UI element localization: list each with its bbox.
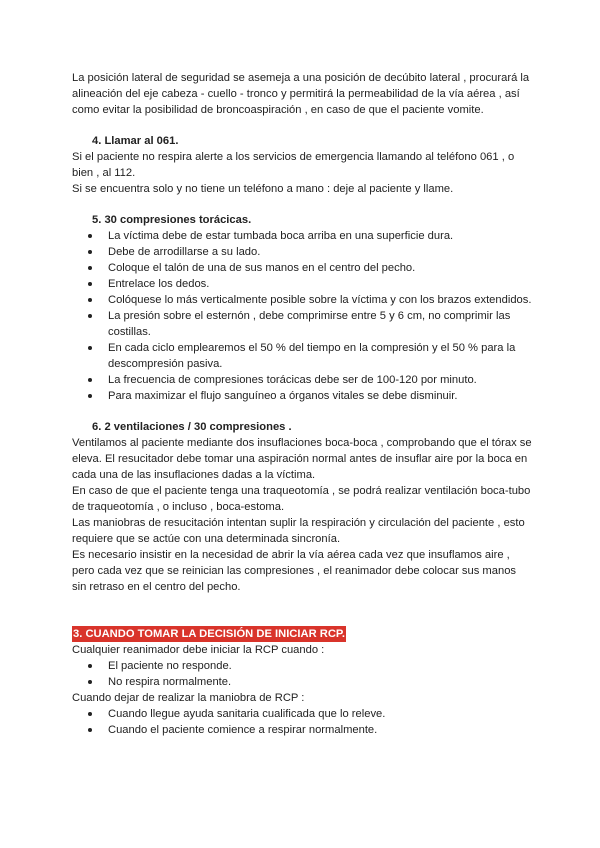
list-item: Debe de arrodillarse a su lado.	[72, 244, 532, 260]
section-3-heading: 3. CUANDO TOMAR LA DECISIÓN DE INICIAR RCP.	[73, 628, 346, 640]
list-item: La frecuencia de compresiones torácicas debe ser de 100-120 por minuto.	[72, 372, 532, 388]
list-item: Colóquese lo más verticalmente posible sobre la víctima y con los brazos extendidos.	[72, 292, 532, 308]
list-item: Entrelace los dedos.	[72, 276, 532, 292]
list-item: Para maximizar el flujo sanguíneo a órganos vitales se debe disminuir.	[72, 388, 532, 404]
section-4-paragraph-2: Si se encuentra solo y no tiene un teléfono a mano : deje al paciente y llame.	[72, 183, 454, 195]
section-4-heading: 4. Llamar al 061.	[92, 135, 179, 147]
spacer	[72, 118, 532, 133]
document-page	[72, 70, 532, 738]
section-5-heading: 5. 30 compresiones torácicas.	[92, 214, 252, 226]
stop-criteria-intro: Cuando dejar de realizar la maniobra de RCP :	[72, 692, 305, 704]
compressions-list	[72, 228, 532, 404]
list-item: No respira normalmente.	[72, 674, 532, 690]
section-6-paragraph-1: Ventilamos al paciente mediante dos insuflaciones boca-boca , comprobando que el tórax se eleva. El resucitador debe tomar una aspiración normal antes de insuflar aire por la boca en cada una de las insuflaciones dadas a la víctima.	[72, 437, 532, 481]
section-6-heading: 6. 2 ventilaciones / 30 compresiones .	[92, 421, 292, 433]
list-item: La víctima debe de estar tumbada boca arriba en una superficie dura.	[72, 228, 532, 244]
list-item: En cada ciclo emplearemos el 50 % del tiempo en la compresión y el 50 % para la descompresión pasiva.	[72, 340, 532, 372]
list-item: Cuando el paciente comience a respirar normalmente.	[72, 722, 532, 738]
intro-paragraph: La posición lateral de seguridad se asemeja a una posición de decúbito lateral , procurará la alineación del eje cabeza - cuello - tronco y permitirá la permeabilidad de la vía aérea , así como evitar la posibilidad de broncoaspiración , en caso de que el paciente vomite.	[72, 72, 530, 116]
list-item: Cuando llegue ayuda sanitaria cualificada que lo releve.	[72, 706, 532, 722]
list-item: Coloque el talón de una de sus manos en el centro del pecho.	[72, 260, 532, 276]
list-item: El paciente no responde.	[72, 658, 532, 674]
start-criteria-list	[72, 658, 532, 690]
list-item: La presión sobre el esternón , debe comprimirse entre 5 y 6 cm, no comprimir las costillas.	[72, 308, 532, 340]
section-6-paragraph-3: Las maniobras de resucitación intentan suplir la respiración y circulación del paciente , esto requiere que se actúe con una determinada sincronía.	[72, 517, 525, 545]
stop-criteria-list	[72, 706, 532, 738]
spacer	[72, 595, 532, 626]
section-3-heading-row	[72, 626, 532, 642]
section-4-paragraph-1: Si el paciente no respira alerte a los servicios de emergencia llamando al teléfono 061 , o bien , al 112.	[72, 151, 515, 179]
spacer	[72, 404, 532, 419]
section-6-paragraph-2: En caso de que el paciente tenga una traqueotomía , se podrá realizar ventilación boca-tubo de traqueotomía , o incluso , boca-estoma.	[72, 485, 531, 513]
section-6-paragraph-4: Es necesario insistir en la necesidad de abrir la vía aérea cada vez que insuflamos aire , pero cada vez que se reinician las compresiones , el reanimador debe colocar sus manos sin retraso en el centro del pecho.	[72, 549, 517, 593]
spacer	[72, 197, 532, 212]
start-criteria-intro: Cualquier reanimador debe iniciar la RCP cuando :	[72, 644, 325, 656]
